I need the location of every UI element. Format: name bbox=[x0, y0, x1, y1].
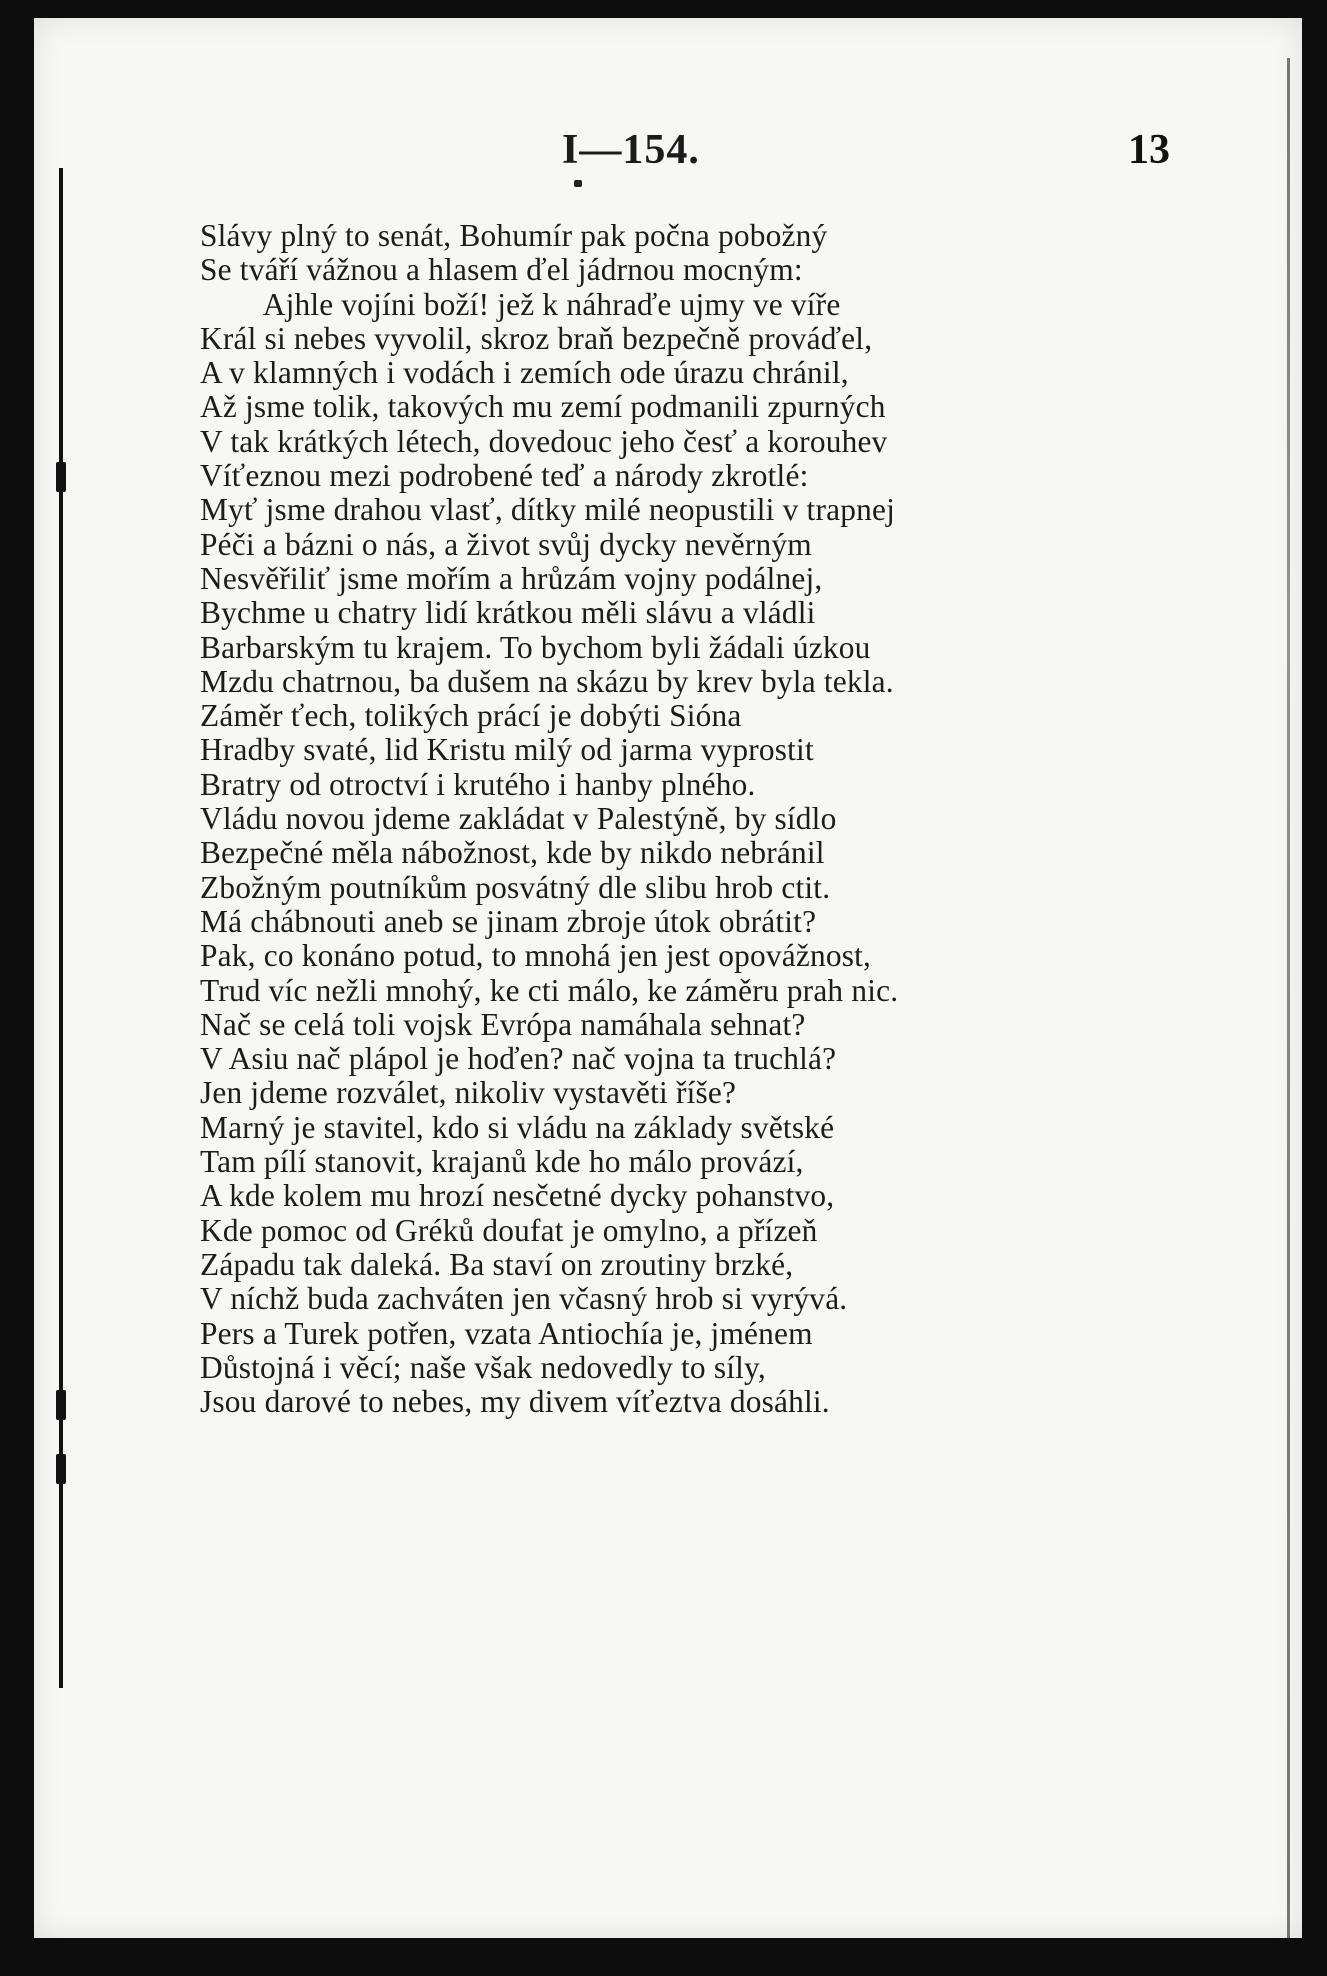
verse-line: Kde pomoc od Gréků doufat je omylno, a přízeň bbox=[200, 1211, 818, 1248]
verse-line: Marný je stavitel, kdo si vládu na základy světské bbox=[200, 1108, 835, 1145]
verse-line: Tam pílí stanovit, krajanů kde ho málo provází, bbox=[200, 1143, 804, 1180]
verse-line: Pers a Turek potřen, vzata Antiochía je, jménem bbox=[200, 1314, 813, 1351]
binding-thread-mark bbox=[56, 1454, 66, 1484]
verse-line: Bratry od otroctví i krutého i hanby plného. bbox=[200, 765, 756, 802]
page-number: 13 bbox=[1128, 127, 1170, 173]
running-head: I—154. bbox=[562, 127, 700, 173]
verse-line: Se tváří vážnou a hlasem ďel jádrnou mocným: bbox=[200, 251, 803, 288]
verse-line: Bychme u chatry lidí krátkou měli slávu a vládli bbox=[200, 594, 816, 631]
verse-line: Nač se celá toli vojsk Evrópa namáhala sehnat? bbox=[200, 1005, 806, 1042]
verse-line: Myť jsme drahou vlasť, dítky milé neopustili v trapnej bbox=[200, 491, 895, 528]
verse-line: Jen jdeme rozválet, nikoliv vystavěti říše? bbox=[200, 1074, 737, 1111]
verse-line: Bezpečné měla nábožnost, kde by nikdo nebránil bbox=[200, 834, 825, 871]
verse-line: Ajhle vojíni boží! jež k náhraďe ujmy ve víře bbox=[262, 285, 841, 322]
ink-dot bbox=[574, 180, 582, 187]
verse-line: Západu tak daleká. Ba staví on zroutiny brzké, bbox=[200, 1245, 794, 1282]
verse-line: Až jsme tolik, takových mu zemí podmanili zpurných bbox=[200, 388, 886, 425]
verse-line: Jsou darové to nebes, my divem víťeztva dosáhli. bbox=[200, 1383, 830, 1420]
verse-line: Důstojná i věcí; naše však nedovedly to síly, bbox=[200, 1348, 766, 1385]
verse-line: Mzdu chatrnou, ba dušem na skázu by krev byla tekla. bbox=[200, 662, 894, 699]
verse-line: V níchž buda zachváten jen včasný hrob si vyrývá. bbox=[200, 1280, 848, 1317]
verse-line: A v klamných i vodách i zemích ode úrazu chránil, bbox=[200, 354, 849, 391]
verse-line: A kde kolem mu hrozí nesčetné dycky pohanstvo, bbox=[200, 1177, 835, 1214]
verse-line: Pak, co konáno potud, to mnohá jen jest opovážnost, bbox=[200, 937, 872, 974]
verse-line: Hradby svaté, lid Kristu milý od jarma vyprostit bbox=[200, 731, 814, 768]
binding-thread-mark bbox=[56, 462, 66, 492]
verse-line: Péči a bázni o nás, a život svůj dycky nevěrným bbox=[200, 525, 812, 562]
verse-line: Trud víc nežli mnohý, ke cti málo, ke záměru prah nic. bbox=[200, 971, 899, 1008]
binding-thread-mark bbox=[56, 1390, 66, 1420]
verse-line: Záměr ťech, tolikých prácí je dobýti Sióna bbox=[200, 697, 742, 734]
book-page bbox=[34, 18, 1302, 1938]
verse-line: Král si nebes vyvolil, skroz braň bezpečně prováďel, bbox=[200, 319, 873, 356]
verse-line: Vládu novou jdeme zakládat v Palestýně, by sídlo bbox=[200, 800, 837, 837]
verse-text bbox=[200, 218, 1240, 1418]
verse-line: Zbožným poutníkům posvátný dle slibu hrob ctit. bbox=[200, 868, 831, 905]
verse-line: V tak krátkých létech, dovedouc jeho česť a korouhev bbox=[200, 422, 888, 459]
verse-line: Slávy plný to senát, Bohumír pak počna pobožný bbox=[200, 217, 828, 253]
verse-line: Má chábnouti aneb se jinam zbroje útok obrátit? bbox=[200, 902, 817, 939]
verse-line: Nesvěřiliť jsme mořím a hrůzám vojny podálnej, bbox=[200, 559, 823, 596]
verse-line: V Asiu nač plápol je hoďen? nač vojna ta truchlá? bbox=[200, 1040, 837, 1077]
page-edge-shadow bbox=[1287, 58, 1290, 1938]
verse-line: Víťeznou mezi podrobené teď a národy zkrotlé: bbox=[200, 457, 809, 494]
verse-line: Barbarským tu krajem. To bychom byli žádali úzkou bbox=[200, 628, 871, 665]
page-header bbox=[34, 126, 1302, 186]
